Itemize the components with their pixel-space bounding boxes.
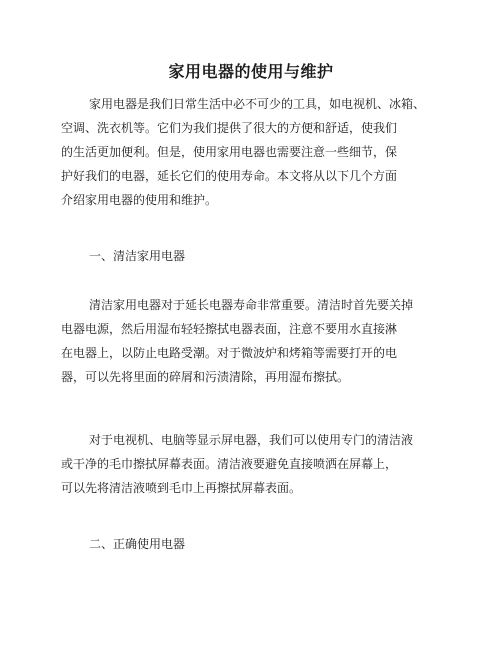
intro-line: 家用电器是我们日常生活中必不可少的工具，如电视机、冰箱、 (89, 97, 426, 111)
intro-line: 空调、洗衣机等。它们为我们提供了很大的方便和舒适，使我们 (61, 121, 398, 135)
intro-line: 介绍家用电器的使用和维护。 (61, 193, 218, 207)
paragraph-line: 对于电视机、电脑等显示屏电器，我们可以使用专门的清洁液 (89, 433, 414, 447)
section-heading-cleaning: 一、清洁家用电器 (89, 249, 186, 263)
intro-line: 的生活更加便利。但是，使用家用电器也需要注意一些细节，保 (61, 145, 398, 159)
paragraph-line: 在电器上，以防止电路受潮。对于微波炉和烤箱等需要打开的电 (61, 346, 398, 360)
document-title: 家用电器的使用与维护 (168, 62, 334, 81)
paragraph-line: 器，可以先将里面的碎屑和污渍清除，再用湿布擦拭。 (61, 370, 350, 384)
paragraph-line: 或干净的毛巾擦拭屏幕表面。清洁液要避免直接喷洒在屏幕上， (61, 457, 398, 471)
paragraph-line: 电器电源，然后用湿布轻轻擦拭电器表面，注意不要用水直接淋 (61, 322, 398, 336)
paragraph-line: 可以先将清洁液喷到毛巾上再擦拭屏幕表面。 (61, 481, 302, 495)
paragraph-line: 清洁家用电器对于延长电器寿命非常重要。清洁时首先要关掉 (89, 298, 414, 312)
section-heading-usage: 二、正确使用电器 (89, 537, 186, 551)
intro-line: 护好我们的电器，延长它们的使用寿命。本文将从以下几个方面 (61, 169, 398, 183)
